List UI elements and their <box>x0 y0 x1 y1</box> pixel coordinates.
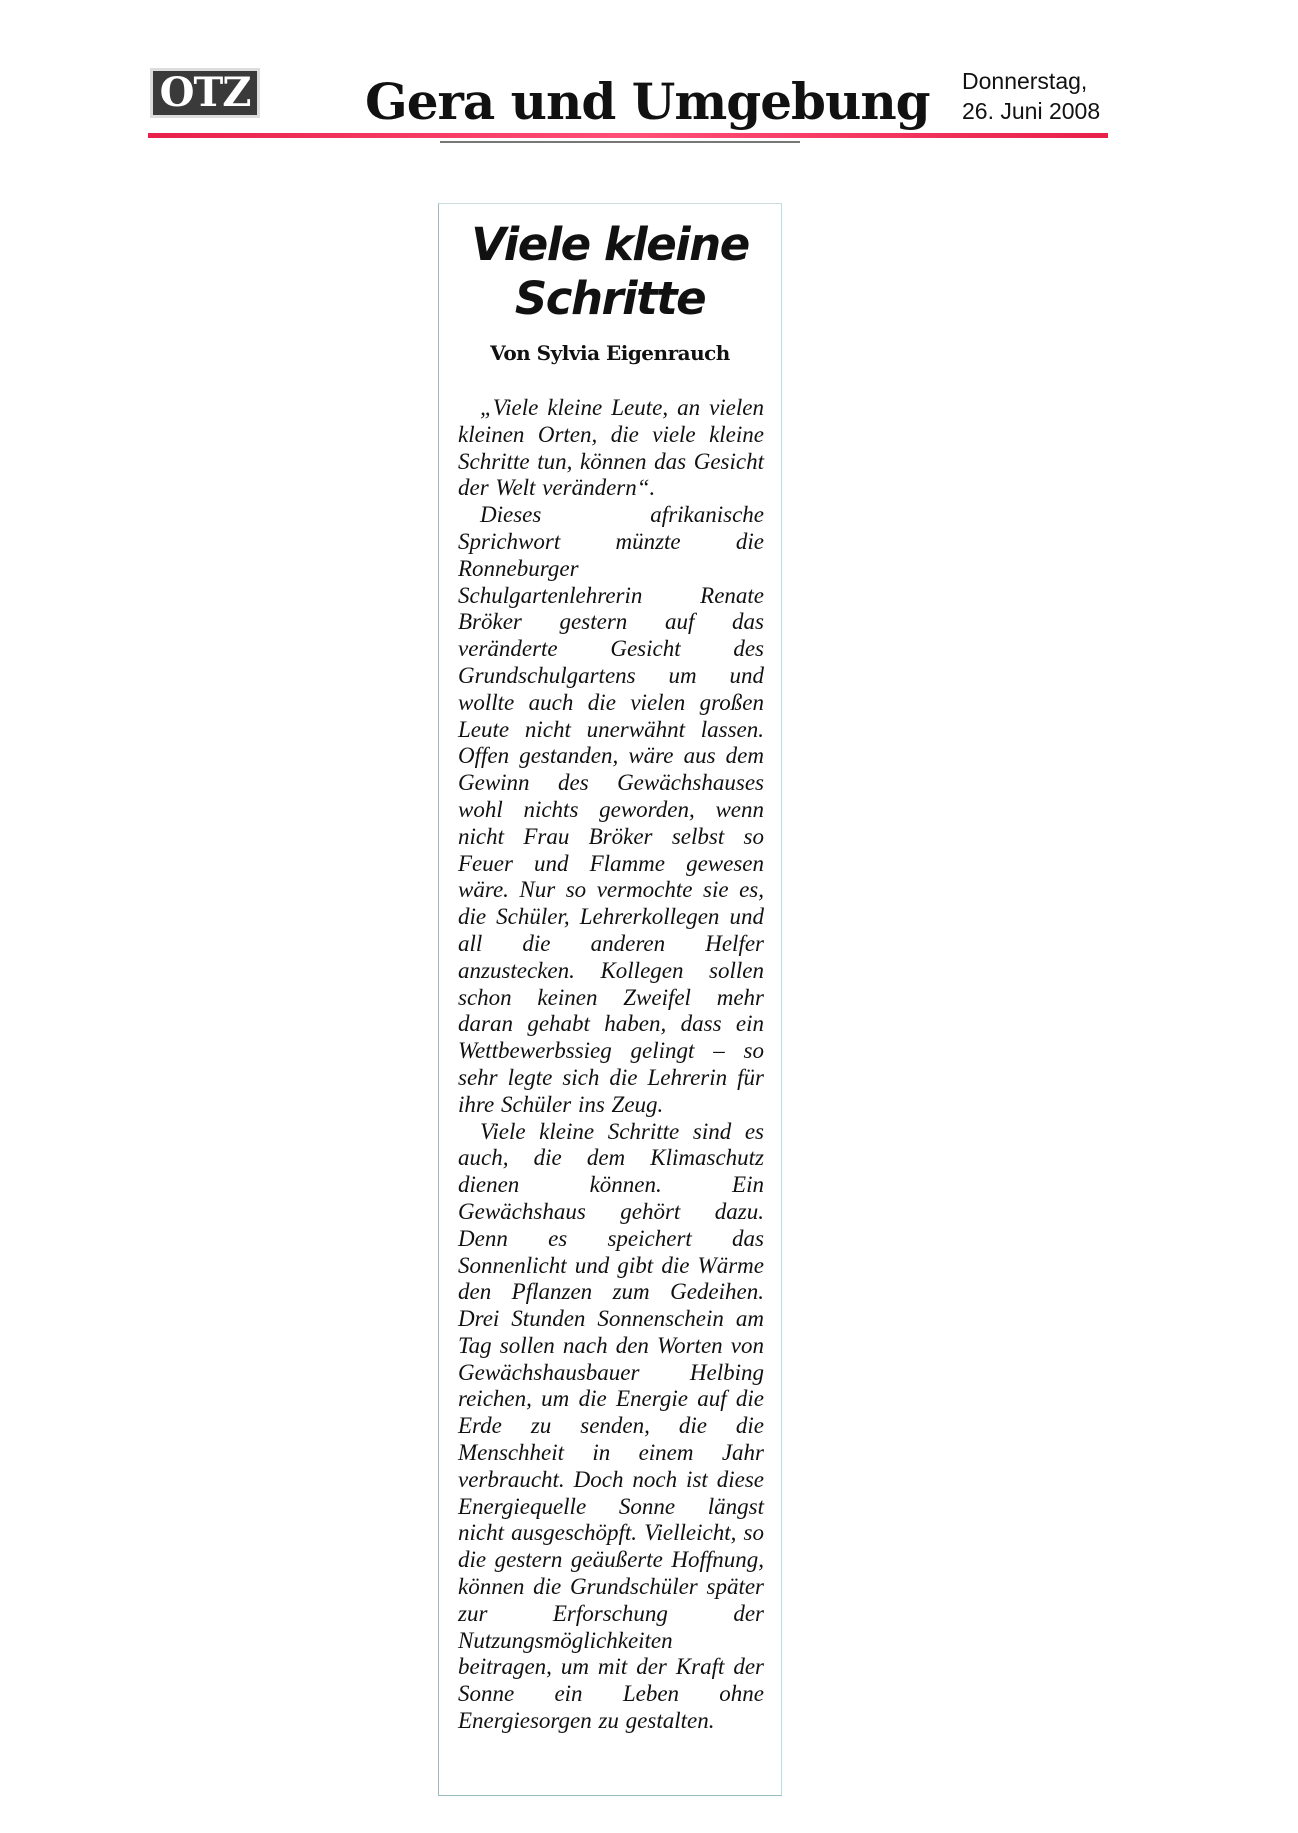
section-title: Gera und Umgebung <box>365 72 930 131</box>
article-byline: Von Sylvia Eigenrauch <box>490 341 730 365</box>
issue-date <box>962 66 1100 126</box>
issue-day: 26. Juni 2008 <box>962 98 1101 124</box>
newspaper-logo: OTZ <box>150 68 260 118</box>
masthead-underline <box>440 141 800 143</box>
issue-weekday: Donnerstag, <box>962 68 1088 94</box>
article-paragraph: Viele kleine Schritte sind es auch, die dem Klimaschutz dienen können. Ein Gewächshaus gehört dazu. Denn es speichert das Sonnenlicht und gibt die Wärme den Pflanzen zum Gedeihen. Drei Stunden Sonnenschein am Tag sollen nach den Worten von Gewächshausbauer Helbing reichen, um die Energie auf die Erde zu senden, die die Menschheit in einem Jahr verbraucht. Doch noch ist diese Energiequelle Sonne längst nicht ausgeschöpft. Vielleicht, so die gestern geäußerte Hoffnung, können die Grundschüler später zur Erforschung der Nutzungsmöglichkeiten beitragen, um mit der Kraft der Sonne ein Leben ohne Energiesorgen zu gestalten. <box>458 1118 764 1734</box>
article-paragraph: Dieses afrikanische Sprichwort münzte die Ronneburger Schulgartenlehrerin Renate Bröker gestern auf das veränderte Gesicht des Grundschulgartens um und wollte auch die vielen großen Leute nicht unerwähnt lassen. Offen gestanden, wäre aus dem Gewinn des Gewächshauses wohl nichts geworden, wenn nicht Frau Bröker selbst so Feuer und Flamme gewesen wäre. Nur so vermochte sie es, die Schüler, Lehrerkollegen und all die anderen Helfer anzustecken. Kollegen sollen schon keinen Zweifel mehr daran gehabt haben, dass ein Wettbewerbssieg gelingt – so sehr legte sich die Lehrerin für ihre Schüler ins Zeug. <box>458 502 764 1117</box>
article-paragraph: „Viele kleine Leute, an vielen kleinen Orten, die viele kleine Schritte tun, können das Gesicht der Welt verändern“. <box>458 395 764 501</box>
article-body <box>458 395 764 1735</box>
article-headline: Viele kleine Schritte <box>471 218 749 325</box>
masthead-rule <box>148 133 1108 138</box>
